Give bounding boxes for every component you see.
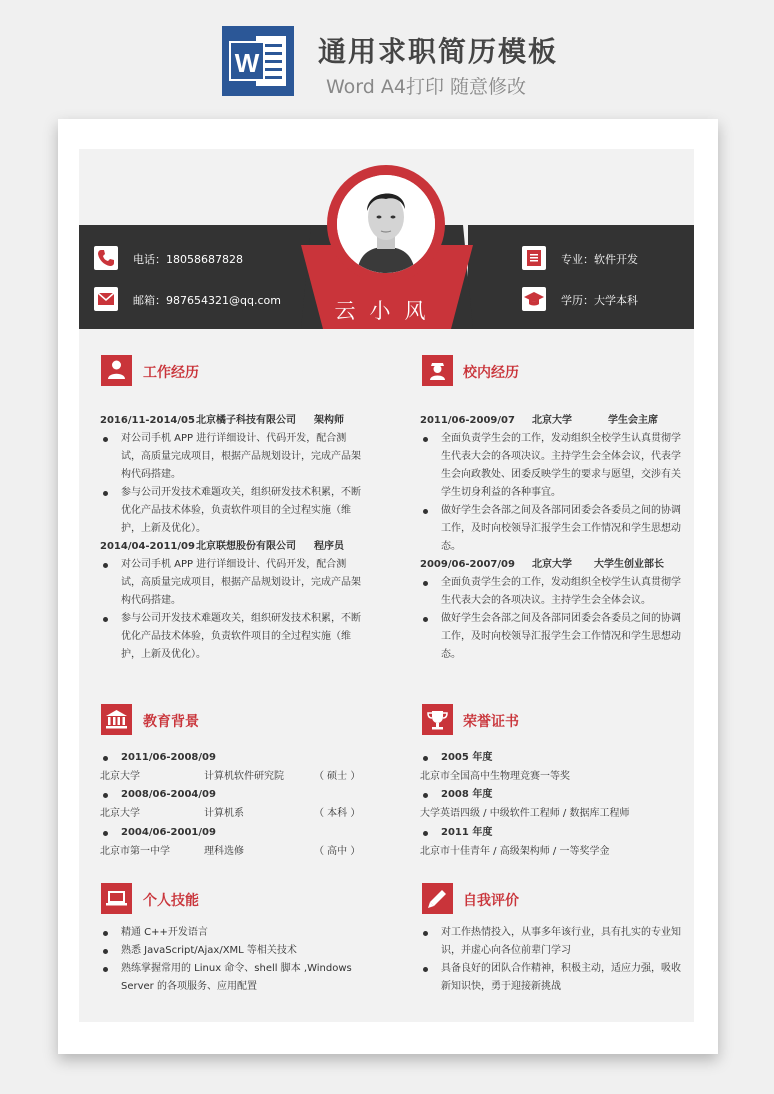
job-header: 2014/04-2011/09北京联想股份有限公司 程序员 bbox=[100, 541, 344, 552]
education-row: 北京大学 计算机系 （ 本科 ） bbox=[100, 808, 361, 820]
work-section-title: 工作经历 bbox=[143, 365, 199, 381]
envelope-icon bbox=[94, 287, 118, 311]
list-item: 参与公司开发技术难题攻关，组织研发技术积累，不断优化产品技术体验，负责软件项目的全过程实施（维护，上新及优化）。 bbox=[100, 484, 362, 538]
student-icon bbox=[422, 355, 453, 386]
list-item: 2011 年度 bbox=[420, 824, 682, 843]
banner bbox=[0, 0, 774, 110]
header-left-band bbox=[79, 225, 311, 329]
avatar bbox=[337, 175, 435, 273]
building-icon bbox=[101, 704, 132, 735]
list-item: 熟悉 JavaScript/Ajax/XML 等相关技术 bbox=[100, 942, 362, 960]
trophy-icon bbox=[422, 704, 453, 735]
campus-section-title: 校内经历 bbox=[463, 365, 519, 381]
honors-section-title: 荣誉证书 bbox=[463, 714, 519, 730]
list-item: 参与公司开发技术难题攻关，组织研发技术积累，不断优化产品技术体验，负责软件项目的全过程实施（维护，上新及优化）。 bbox=[100, 610, 362, 664]
person-icon bbox=[101, 355, 132, 386]
education-row: 北京大学 计算机软件研究院 （ 硕士 ） bbox=[100, 770, 361, 782]
candidate-name: 云小风 bbox=[334, 299, 440, 323]
list-item: 全面负责学生会的工作，发动组织全校学生认真贯彻学生代表大会的各项决议。主持学生会全体会议，代表学生会向政教处、团委反映学生的要求与愿望，交涉有关学生切身利益的各种事宜。 bbox=[420, 430, 682, 502]
list-item: 做好学生会各部之间及各部同团委会各委员之间的协调工作，及时向校领导汇报学生会工作情况和学生思想动态。 bbox=[420, 502, 682, 556]
list-item: 精通 C++开发语言 bbox=[100, 924, 362, 942]
list-item: 2008/06-2004/09 bbox=[100, 786, 362, 805]
education-section-title: 教育背景 bbox=[143, 714, 199, 730]
phone-text: 电话：18058687828 bbox=[133, 253, 243, 266]
list-item: 熟练掌握常用的 Linux 命令、shell 脚本 ,Windows Server 的各项服务、应用配置 bbox=[100, 960, 362, 996]
list-item: 2005 年度 bbox=[420, 749, 682, 768]
list-item: 2011/06-2008/09 bbox=[100, 749, 362, 768]
skills-list bbox=[100, 924, 362, 996]
graduation-cap-icon bbox=[522, 287, 546, 311]
resume-content bbox=[79, 149, 694, 1022]
skills-section-title: 个人技能 bbox=[143, 893, 199, 909]
laptop-icon bbox=[101, 883, 132, 914]
phone-icon bbox=[94, 246, 118, 270]
banner-title: 通用求职简历模板 bbox=[318, 35, 559, 68]
education-list bbox=[100, 749, 362, 861]
self-eval-section-title: 自我评价 bbox=[463, 893, 519, 909]
header-right-band bbox=[468, 225, 694, 329]
word-logo-letter: W bbox=[234, 48, 260, 78]
campus-experience-list bbox=[420, 412, 682, 664]
honor-desc: 北京市全国高中生物理竞赛一等奖 bbox=[420, 770, 570, 782]
list-item: 2004/06-2001/09 bbox=[100, 824, 362, 843]
education-text: 学历：大学本科 bbox=[561, 294, 638, 307]
list-item: 对公司手机 APP 进行详细设计、代码开发，配合测试，高质量完成项目，根据产品规划设计，完成产品架构代码搭建。 bbox=[100, 430, 362, 484]
list-item: 做好学生会各部之间及各部同团委会各委员之间的协调工作，及时向校领导汇报学生会工作情况和学生思想动态。 bbox=[420, 610, 682, 664]
resume-page bbox=[58, 119, 718, 1054]
list-item: 2008 年度 bbox=[420, 786, 682, 805]
honors-list bbox=[420, 749, 682, 861]
honor-desc: 北京市十佳青年 / 高级架构师 / 一等奖学金 bbox=[420, 845, 610, 857]
list-item: 具备良好的团队合作精神，积极主动，适应力强，吸收新知识快，勇于迎接新挑战 bbox=[420, 960, 682, 996]
job-header: 2016/11-2014/05北京橘子科技有限公司 架构师 bbox=[100, 415, 344, 426]
list-item: 对工作热情投入，从事多年该行业，具有扎实的专业知识，并虚心向各位前辈门学习 bbox=[420, 924, 682, 960]
list-item: 对公司手机 APP 进行详细设计、代码开发，配合测试，高质量完成项目，根据产品规划设计，完成产品架构代码搭建。 bbox=[100, 556, 362, 610]
banner-subtitle: Word A4打印 随意修改 bbox=[326, 76, 527, 98]
pencil-icon bbox=[422, 883, 453, 914]
work-experience-list bbox=[100, 412, 362, 664]
word-icon bbox=[222, 26, 294, 96]
honor-desc: 大学英语四级 / 中级软件工程师 / 数据库工程师 bbox=[420, 808, 630, 820]
document-icon bbox=[522, 246, 546, 270]
major-text: 专业：软件开发 bbox=[561, 253, 638, 266]
campus-header: 2011/06-2009/07 北京大学 学生会主席 bbox=[420, 415, 658, 426]
education-row: 北京市第一中学 理科选修 （ 高中 ） bbox=[100, 845, 361, 857]
campus-header: 2009/06-2007/09 北京大学 大学生创业部长 bbox=[420, 559, 664, 570]
list-item: 全面负责学生会的工作，发动组织全校学生认真贯彻学生代表大会的各项决议。主持学生会全体会议。 bbox=[420, 574, 682, 610]
email-text: 邮箱：987654321@qq.com bbox=[133, 294, 281, 307]
self-eval-list bbox=[420, 924, 682, 996]
